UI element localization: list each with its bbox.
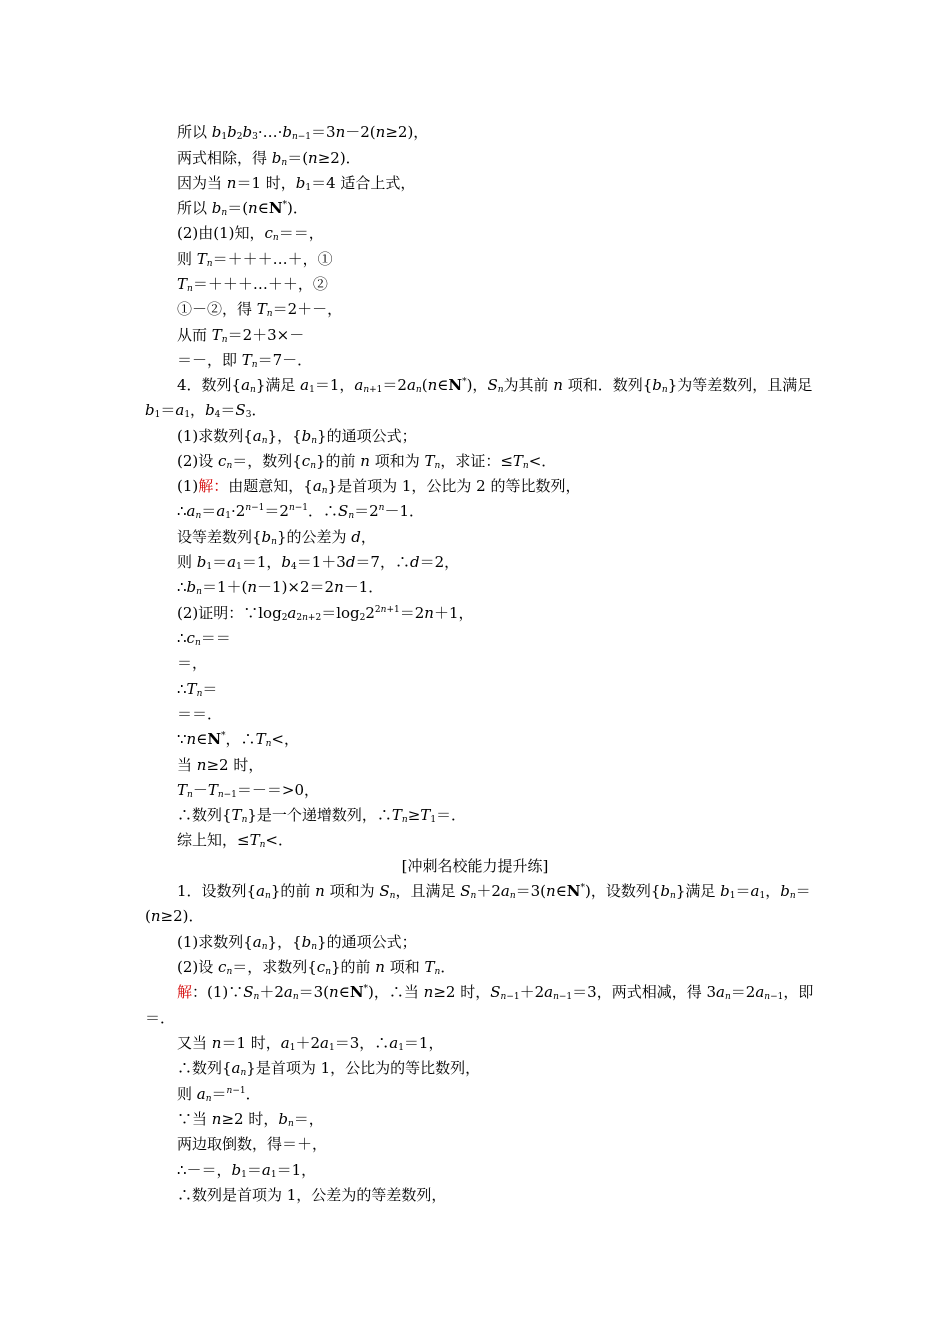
text-line: (2)证明：$\because\log_2a_{2n+2}=\log_22^{2n+1}=2n+1$， (177, 604, 474, 623)
text-line: ∵当 n≥2 时，$b_n=$， (177, 1110, 324, 1129)
text-line: ①－②，得 $T_n=2+-$， (177, 300, 343, 319)
text-line: 从而 $T_n=2+3\times-$ (177, 326, 305, 345)
text-line: 设等差数列$\{b_n\}$的公差为 d， (177, 528, 376, 547)
text-line: 则 $T_n=+++\dots+$，① (177, 250, 333, 269)
text-line: $\therefore b_n=1+(n-1)\times 2=2n-1$． (177, 578, 384, 597)
text-line: (1)解：由题意知，$\{a_n\}$是首项为 1，公比为 2 的等比数列， (177, 477, 581, 496)
text-line: (2)由(1)知，$c_n==$， (177, 224, 324, 243)
problem-4: 4．数列$\{a_n\}$满足 $a_1=1$，$a_{n+1}=2a_n(n\in N^*)$，$S_n$为其前 n 项和．数列$\{b_n\}$为等差数列，且满足 (177, 376, 813, 395)
solution-label: 解 (177, 983, 193, 1001)
text-line: $\therefore c_n==$ (177, 629, 231, 648)
text-line: $b_1=a_1$，$b_4=S_3$． (145, 401, 267, 420)
text-line: ∴数列$\{a_n\}$是首项为 1，公比为的等比数列， (177, 1059, 481, 1078)
text-line: (2)设 $c_n=$，求数列$\{c_n\}$的前 n 项和 $T_n$． (177, 958, 456, 977)
section-title: [冲刺名校能力提升练] (401, 857, 549, 875)
text-line: (1)求数列$\{a_n\}$，$\{b_n\}$的通项公式； (177, 427, 417, 446)
text-line: 则 $b_1=a_1=1$，$b_4=1+3d=7$，∴d＝2， (177, 553, 460, 572)
solution-label: 解： (198, 477, 229, 495)
text-line: ＝， (177, 654, 208, 672)
text-line: ∵n∈N*，$\therefore T_n<$， (177, 730, 299, 749)
text-line: ∴数列$\{T_n\}$是一个递增数列，$\therefore T_n\ge T_1=$． (177, 806, 467, 825)
text-line: 两边取倒数，得＝＋， (177, 1135, 328, 1153)
text-line: 所以 $b_1b_2b_3\cdot\dots\cdot b_{n-1}=3n-2(n\ge 2)$， (177, 123, 429, 142)
text-line: ∴－＝，$b_1=a_1=1$， (177, 1161, 317, 1180)
text-line: 两式相除，得 $b_n=(n\ge 2)$． (177, 149, 361, 168)
problem-1: 1．设数列$\{a_n\}$的前 n 项和为 $S_n$，且满足 $S_n+2a_n=3(n\in N^*)$，设数列$\{b_n\}$满足 $b_1=a_1$，$b_n=$ (177, 882, 811, 901)
text-line: ＝． (145, 1009, 176, 1027)
text-line: 又当 n＝1 时，$a_1+2a_1=3$，$\therefore a_1=1$， (177, 1034, 444, 1053)
text-line: (2)设 $c_n=$，数列$\{c_n\}$的前 n 项和为 $T_n$，求证：$\le T_n<$． (177, 452, 557, 471)
text-line: $T_n-T_{n-1}=-=>0$， (177, 781, 320, 800)
text-line: (1)求数列$\{a_n\}$，$\{b_n\}$的通项公式； (177, 933, 417, 952)
text-line: (n≥2)． (145, 907, 204, 925)
text-line: 则 $a_n=^{n-1}$． (177, 1085, 261, 1104)
text-line: $\therefore T_n=$ (177, 680, 218, 699)
text-line: $\therefore a_n=a_1\cdot 2^{n-1}=2^{n-1}$．$\therefore S_n=2^n-1$． (177, 502, 424, 521)
text-line: ∴数列是首项为 1，公差为的等差数列， (177, 1186, 447, 1204)
text-line: 当 n≥2 时， (177, 756, 264, 774)
text-line: 解：$(1)\because S_n+2a_n=3(n\in N^*)$，∴当 n≥2 时，$S_{n-1}+2a_{n-1}=3$，两式相减，得 $3a_n=2a_{n-1}$，即 (177, 983, 814, 1002)
text-line: 综上知，$\le T_n<$． (177, 831, 293, 850)
text-line: 因为当 n＝1 时，$b_1=4$ 适合上式， (177, 174, 416, 193)
text-line: 所以 $b_n=(n\in N^*)$． (177, 199, 308, 218)
text-line: $T_n=+++\dots++$，② (177, 275, 328, 294)
text-line: ＝＝． (177, 705, 223, 723)
text-line: ＝－，即 $T_n=7-$． (177, 351, 313, 370)
